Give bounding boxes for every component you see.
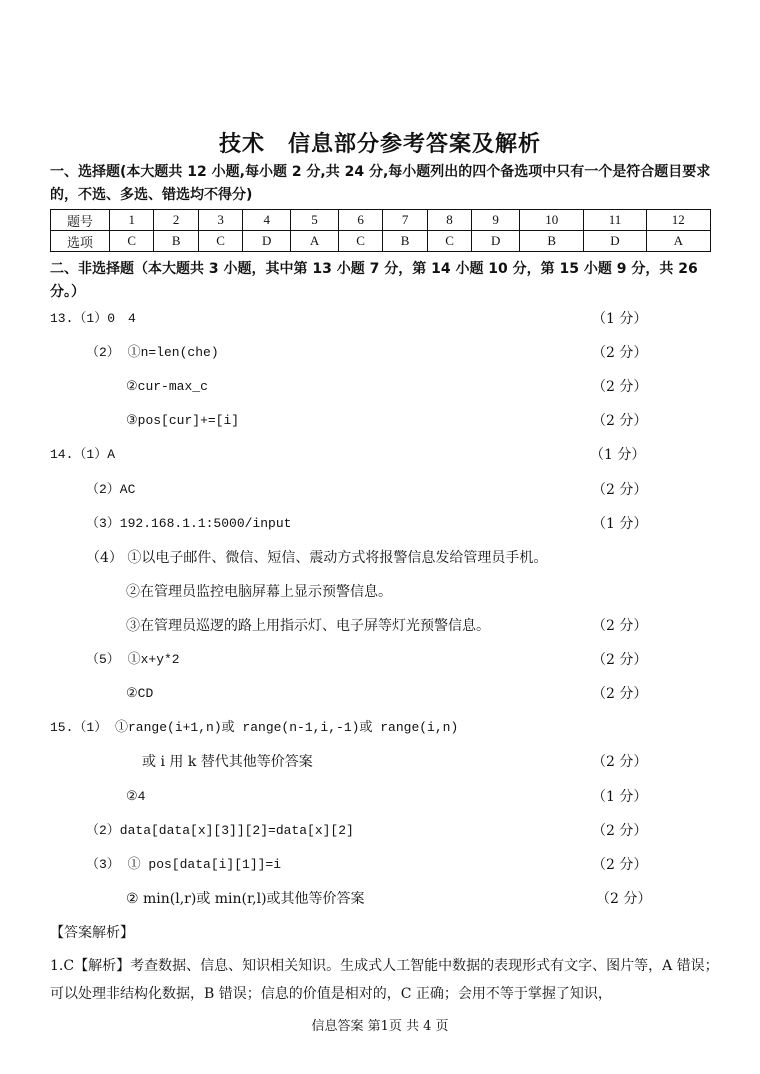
table-cell: B [520,231,584,252]
table-cell: B [383,231,427,252]
choice-answer-table [50,209,711,252]
answer-text: ②CD [126,686,154,701]
answer-score: （1 分） [592,516,648,532]
answer-score: （2 分） [592,413,648,429]
answer-text: 14.（1）A [50,447,116,462]
table-row-answers [51,231,711,252]
answer-line [0,854,760,876]
answer-text: ③pos[cur]+=[i] [126,413,240,428]
table-cell: 2 [154,210,198,231]
table-header-number: 题号 [51,210,110,231]
table-cell: 7 [383,210,427,231]
answer-text: （2）data[data[x][3]][2]=data[x][2] [86,823,354,838]
table-cell: A [646,231,710,252]
table-cell: A [291,231,339,252]
section1-heading: 一、选择题(本大题共 12 小题,每小题 2 分,共 24 分,每小题列出的四个备选项中只有一个是符合题目要求的，不选、多选、错选均不得分) [50,164,711,203]
answer-score: （2 分） [592,345,648,361]
answer-line [0,615,760,637]
answer-score: （2 分） [592,379,648,395]
answer-text: （5） ①x+y*2 [86,652,180,667]
answer-text: ② min(l,r)或 min(r,l)或其他等价答案 [126,891,365,907]
answer-score: （1 分） [592,311,648,327]
answer-score: （2 分） [592,754,648,770]
table-cell: 11 [584,210,646,231]
page-footer: 信息答案 第1页 共 4 页 [311,1019,449,1034]
answer-score: （2 分） [592,857,648,873]
answer-line [0,751,760,773]
table-cell: 8 [427,210,471,231]
answer-score: （2 分） [596,891,652,907]
answer-line [0,820,760,842]
answer-line [0,547,760,569]
table-cell: 3 [198,210,242,231]
table-cell: 6 [338,210,382,231]
answer-text: 15.（1） ①range(i+1,n)或 range(n-1,i,-1)或 range(i,n) [50,720,459,735]
table-cell: C [338,231,382,252]
answer-line [0,308,760,330]
answer-text: 或 i 用 k 替代其他等价答案 [142,754,313,770]
answer-text: （2）AC [86,482,136,497]
answer-text: 13.（1）0 4 [50,311,136,326]
answer-text: （4） ①以电子邮件、微信、短信、震动方式将报警信息发给管理员手机。 [86,550,548,566]
answer-line [0,649,760,671]
answer-text: （2） ①n=len(che) [86,345,219,360]
answer-score: （2 分） [592,618,648,634]
table-cell: D [472,231,520,252]
answer-text: （3）192.168.1.1:5000/input [86,516,292,531]
answer-line [0,513,760,535]
answer-score: （2 分） [592,686,648,702]
table-cell: D [243,231,291,252]
table-cell: 10 [520,210,584,231]
table-row-numbers [51,210,711,231]
table-cell: C [198,231,242,252]
table-cell: C [427,231,471,252]
answer-score: （1 分） [590,447,646,463]
answer-line [0,376,760,398]
answer-text: ②cur-max_c [126,379,208,394]
page-title: 技术 信息部分参考答案及解析 [218,132,541,157]
analysis-paragraph: 1.C【解析】考查数据、信息、知识相关知识。生成式人工智能中数据的表现形式有文字、图片等，A 错误；可以处理非结构化数据，B 错误；信息的价值是相对的，C 正确；会用不等于掌握了知识， [50,958,719,1002]
answer-line [0,786,760,808]
answer-text: ②4 [126,789,146,804]
answer-line [0,888,760,910]
table-cell: C [110,231,154,252]
answer-score: （2 分） [592,482,648,498]
answer-line [0,479,760,501]
table-cell: 5 [291,210,339,231]
section2-heading: 二、非选择题（本大题共 3 小题，其中第 13 小题 7 分，第 14 小题 10 分，第 15 小题 9 分，共 26 分。） [50,261,698,300]
table-cell: 9 [472,210,520,231]
answer-line [0,683,760,705]
table-header-option: 选项 [51,231,110,252]
answer-score: （2 分） [592,823,648,839]
answer-text: ②在管理员监控电脑屏幕上显示预警信息。 [126,584,392,600]
answer-text: （3） ① pos[data[i][1]]=i [86,857,282,872]
answer-line [0,444,760,466]
table-cell: B [154,231,198,252]
table-cell: D [584,231,646,252]
answer-line [0,410,760,432]
table-cell: 1 [110,210,154,231]
table-cell: 12 [646,210,710,231]
answer-line [0,342,760,364]
answer-line [0,581,760,603]
table-cell: 4 [243,210,291,231]
analysis-title: 【答案解析】 [50,925,134,941]
answer-score: （2 分） [592,652,648,668]
answer-score: （1 分） [592,789,648,805]
answer-line [0,717,760,739]
answer-text: ③在管理员巡逻的路上用指示灯、电子屏等灯光预警信息。 [126,618,490,634]
